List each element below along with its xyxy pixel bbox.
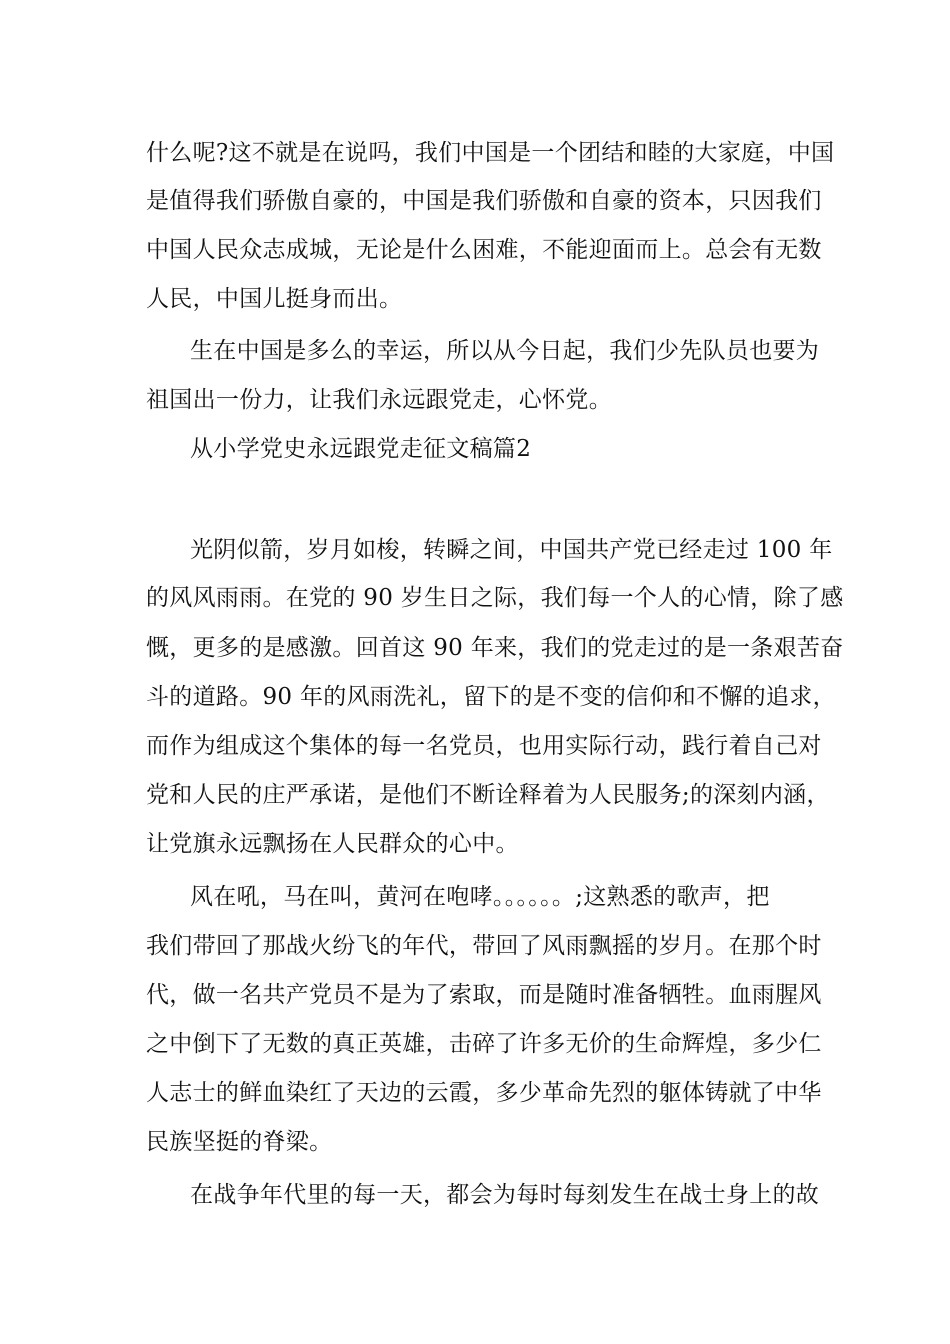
paragraph-line: 党和人民的庄严承诺，是他们不断诠释着为人民服务;的深刻内涵， <box>146 782 830 808</box>
paragraph-line: 慨，更多的是感激。回首这 90 年来，我们的党走过的是一条艰苦奋 <box>146 635 844 661</box>
paragraph-line: 人民，中国儿挺身而出。 <box>146 286 403 312</box>
paragraph-line: 让党旗永远飘扬在人民群众的心中。 <box>146 831 519 857</box>
paragraph-line: 什么呢?这不就是在说吗，我们中国是一个团结和睦的大家庭，中国 <box>146 140 835 166</box>
paragraph-line: 的风风雨雨。在党的 90 岁生日之际，我们每一个人的心情，除了感 <box>146 585 844 611</box>
paragraph-line: 光阴似箭，岁月如梭，转瞬之间，中国共产党已经走过 100 年 <box>190 537 833 563</box>
paragraph-line: 风在吼，马在叫，黄河在咆哮。。。。。。;这熟悉的歌声，把 <box>190 884 770 910</box>
paragraph-line: 斗的道路。90 年的风雨洗礼，留下的是不变的信仰和不懈的追求， <box>146 684 836 710</box>
paragraph-line: 而作为组成这个集体的每一名党员，也用实际行动，践行着自己对 <box>146 733 822 759</box>
paragraph-line: 人志士的鲜血染红了天边的云霞，多少革命先烈的躯体铸就了中华 <box>146 1080 822 1106</box>
section-heading: 从小学党史永远跟党走征文稿篇2 <box>190 436 532 462</box>
paragraph-line: 中国人民众志成城，无论是什么困难，不能迎面而上。总会有无数 <box>146 237 822 263</box>
paragraph-line: 代，做一名共产党员不是为了索取，而是随时准备牺牲。血雨腥风 <box>146 982 822 1008</box>
paragraph-line: 之中倒下了无数的真正英雄，击碎了许多无价的生命辉煌，多少仁 <box>146 1031 822 1057</box>
paragraph-line: 在战争年代里的每一天，都会为每时每刻发生在战士身上的故 <box>190 1182 820 1208</box>
paragraph-line: 生在中国是多么的幸运，所以从今日起，我们少先队员也要为 <box>190 338 820 364</box>
paragraph-line: 祖国出一份力，让我们永远跟党走，心怀党。 <box>146 387 612 413</box>
paragraph-line: 我们带回了那战火纷飞的年代，带回了风雨飘摇的岁月。在那个时 <box>146 933 822 959</box>
paragraph-line: 民族坚挺的脊梁。 <box>146 1129 333 1155</box>
paragraph-line: 是值得我们骄傲自豪的，中国是我们骄傲和自豪的资本，只因我们 <box>146 188 822 214</box>
